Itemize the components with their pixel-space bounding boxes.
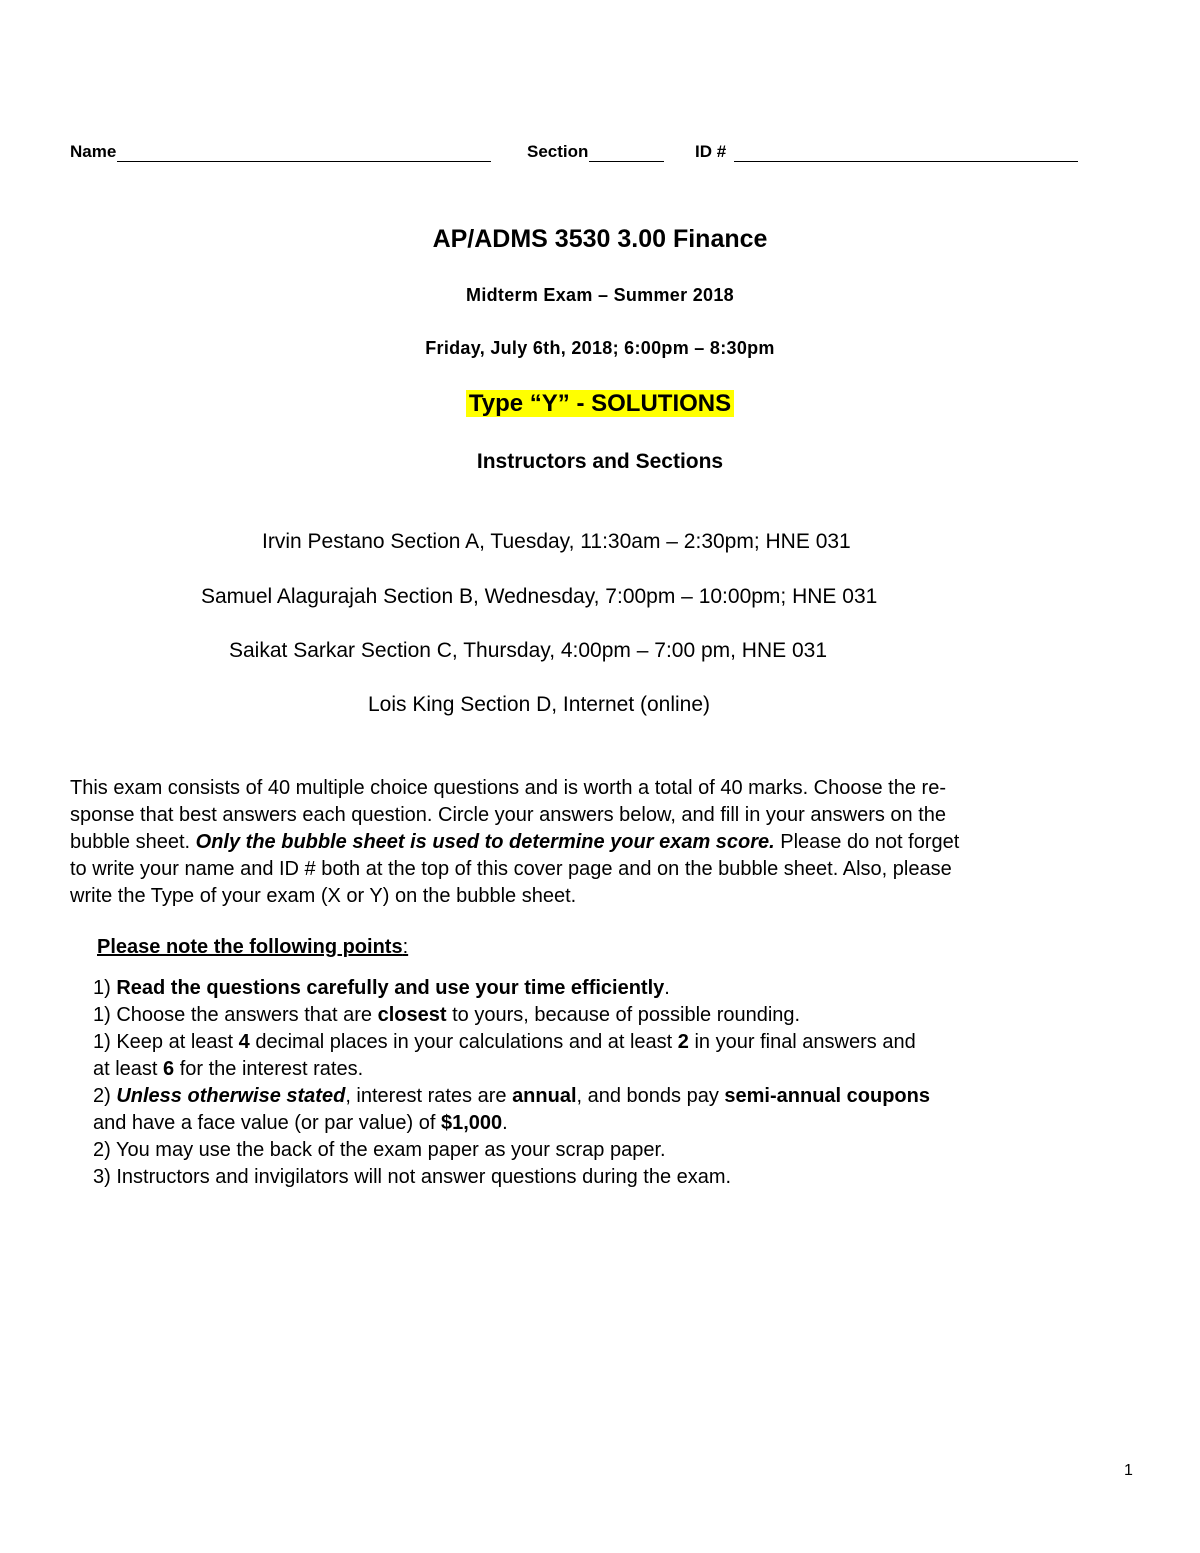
exam-type-highlight: Type “Y” - SOLUTIONS <box>466 390 734 417</box>
note-emphasis: Read the questions carefully and use your time efficiently <box>116 977 665 999</box>
note-item <box>93 1002 1133 1029</box>
name-label: Name <box>70 142 117 161</box>
instructions-line <box>70 829 1130 856</box>
note-text: at least <box>93 1058 164 1080</box>
note-text: . <box>664 977 670 999</box>
note-emphasis: Unless otherwise stated <box>116 1085 346 1107</box>
note-emphasis: 4 <box>238 1031 250 1053</box>
course-title: AP/ADMS 3530 3.00 Finance <box>432 225 768 253</box>
instructor-line: Samuel Alagurajah Section B, Wednesday, 7:00pm – 10:00pm; HNE 031 <box>201 585 878 608</box>
exam-instructions-paragraph <box>70 775 1130 910</box>
note-text: 1) Keep at least <box>93 1031 239 1053</box>
id-label: ID # <box>695 142 727 161</box>
note-item: 3) Instructors and invigilators will not answer questions during the exam. <box>93 1166 732 1188</box>
instructions-line: to write your name and ID # both at the top of this cover page and on the bubble sheet. Also, please <box>70 858 952 880</box>
instructor-line: Irvin Pestano Section A, Tuesday, 11:30am – 2:30pm; HNE 031 <box>262 530 851 553</box>
note-text: . <box>502 1112 508 1134</box>
note-text: and have a face value (or par value) of <box>93 1112 441 1134</box>
instructions-text: Please do not forget <box>774 831 960 853</box>
note-emphasis: semi-annual coupons <box>724 1085 930 1107</box>
note-text: in your final answers and <box>688 1031 916 1053</box>
student-info-header <box>70 142 1100 170</box>
notes-list <box>93 975 1133 1191</box>
note-item-continued <box>93 1056 1133 1083</box>
note-item-continued <box>93 1110 1133 1137</box>
note-emphasis: 2 <box>677 1031 689 1053</box>
name-blank-line[interactable] <box>117 143 491 162</box>
note-text: , interest rates are <box>345 1085 513 1107</box>
bubble-sheet-emphasis: Only the bubble sheet is used to determine your exam score. <box>195 831 775 853</box>
exam-type-banner <box>0 390 1200 418</box>
instructions-line: sponse that best answers each question. Circle your answers below, and fill in your answers on the <box>70 804 947 826</box>
section-blank-line[interactable] <box>589 143 664 162</box>
note-text: for the interest rates. <box>174 1058 364 1080</box>
note-emphasis: $1,000 <box>441 1112 503 1134</box>
notes-heading-colon: : <box>402 936 409 958</box>
note-item <box>93 975 1133 1002</box>
exam-datetime: Friday, July 6th, 2018; 6:00pm – 8:30pm <box>425 338 775 358</box>
notes-heading <box>97 936 408 959</box>
exam-subtitle: Midterm Exam – Summer 2018 <box>466 285 734 305</box>
note-text: decimal places in your calculations and at least <box>249 1031 678 1053</box>
instructor-line: Lois King Section D, Internet (online) <box>368 693 711 716</box>
note-emphasis: closest <box>377 1004 447 1026</box>
id-field[interactable] <box>695 142 1078 162</box>
instructors-heading: Instructors and Sections <box>476 450 724 473</box>
section-field[interactable] <box>527 142 664 162</box>
note-emphasis: 6 <box>163 1058 175 1080</box>
page-number: 1 <box>1124 1462 1133 1479</box>
notes-heading-text: Please note the following points <box>97 936 403 958</box>
note-number: 2) <box>93 1085 117 1107</box>
note-item <box>93 1029 1133 1056</box>
note-text: , and bonds pay <box>576 1085 725 1107</box>
id-blank-line[interactable] <box>734 143 1078 162</box>
note-text: 1) Choose the answers that are <box>93 1004 378 1026</box>
note-item <box>93 1083 1133 1110</box>
instructions-text: bubble sheet. <box>70 831 196 853</box>
instructions-line: This exam consists of 40 multiple choice questions and is worth a total of 40 marks. Choose the re- <box>70 777 946 799</box>
instructions-line: write the Type of your exam (X or Y) on the bubble sheet. <box>70 885 577 907</box>
note-number: 1) <box>93 977 117 999</box>
section-label: Section <box>527 142 589 161</box>
note-item: 2) You may use the back of the exam paper as your scrap paper. <box>93 1139 666 1161</box>
note-text: to yours, because of possible rounding. <box>446 1004 801 1026</box>
note-emphasis: annual <box>512 1085 577 1107</box>
instructor-line: Saikat Sarkar Section C, Thursday, 4:00pm – 7:00 pm, HNE 031 <box>229 639 828 662</box>
name-field[interactable] <box>70 142 491 162</box>
